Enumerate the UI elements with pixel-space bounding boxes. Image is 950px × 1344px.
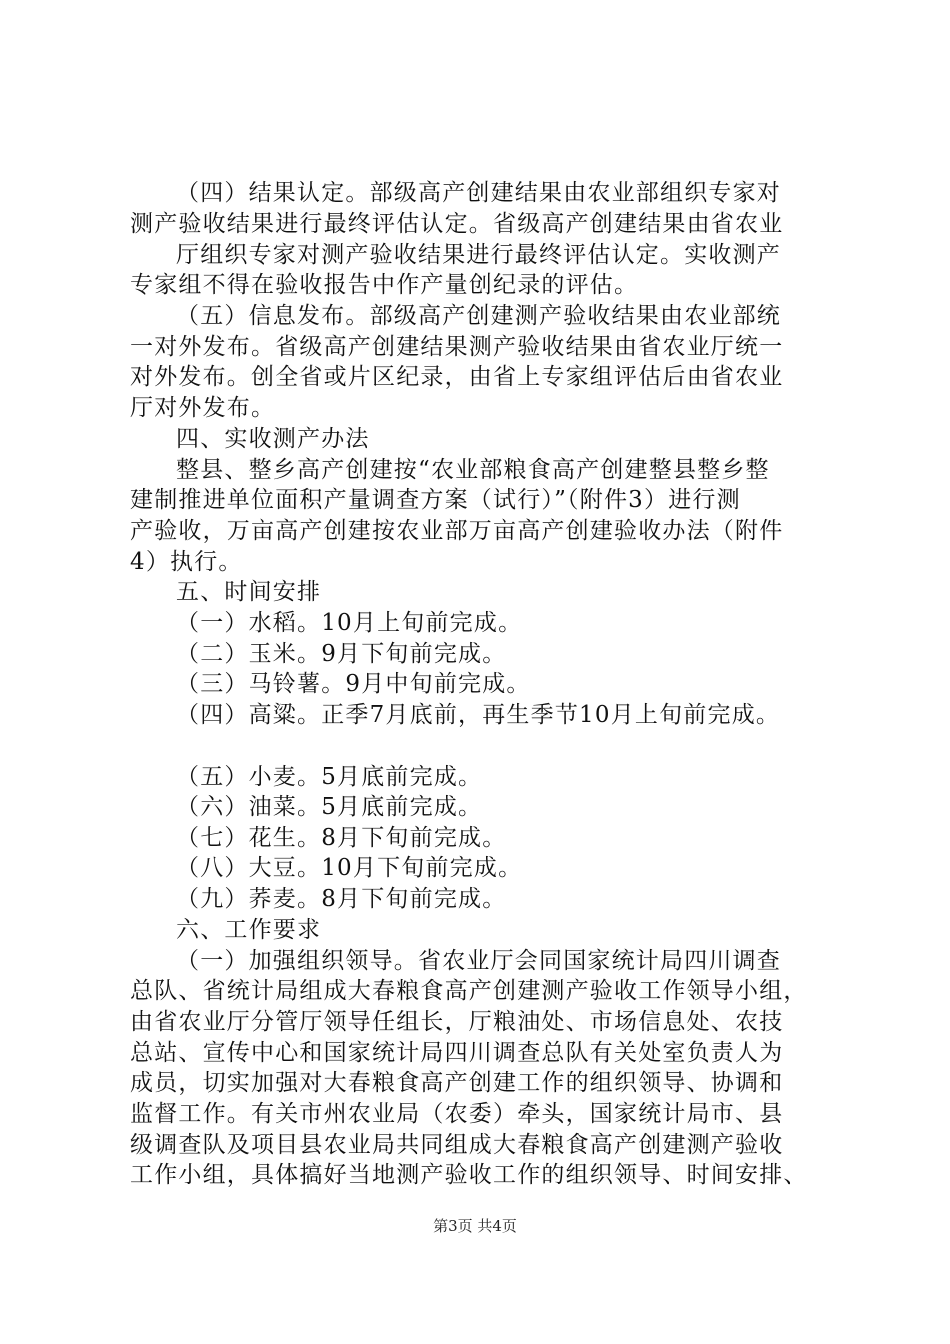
page-number: 第3页 共4页 [433, 1217, 517, 1235]
text-line: 由省农业厅分管厅领导任组长，厅粮油处、市场信息处、农技 [130, 1009, 784, 1035]
text-line: 整县、整乡高产创建按“农业部粮食高产创建整县整乡整 [176, 457, 770, 483]
text-line: 总队、省统计局组成大春粮食高产创建测产验收工作领导小组， [130, 978, 808, 1004]
list-item: （一）水稻。10月上旬前完成。 [176, 610, 523, 636]
text-line: 厅组织专家对测产验收结果进行最终评估认定。实收测产 [176, 242, 781, 268]
section-heading: 六、工作要求 [176, 917, 322, 943]
text-line: 总站、宣传中心和国家统计局四川调查总队有关处室负责人为 [130, 1040, 784, 1066]
text-line: 对外发布。创全省或片区纪录，由省上专家组评估后由省农业 [130, 364, 784, 390]
list-item: （四）高粱。正季7月底前，再生季节10月上旬前完成。 [176, 702, 781, 728]
text-line: 产验收，万亩高产创建按农业部万亩高产创建验收办法（附件 [130, 518, 784, 544]
text-line: 厅对外发布。 [130, 395, 276, 421]
text-line: 级调查队及项目县农业局共同组成大春粮食高产创建测产验收 [130, 1132, 784, 1158]
list-item: （九）荞麦。8月下旬前完成。 [176, 886, 507, 912]
text-line: 建制推进单位面积产量调查方案（试行）”（附件3）进行测 [130, 487, 741, 513]
section-heading: 四、实收测产办法 [176, 426, 370, 452]
text-line: 专家组不得在验收报告中作产量创纪录的评估。 [130, 272, 639, 298]
text-line: 4）执行。 [130, 549, 243, 575]
list-item: （七）花生。8月下旬前完成。 [176, 825, 507, 851]
list-item: （五）小麦。5月底前完成。 [176, 764, 483, 790]
list-item: （八）大豆。10月下旬前完成。 [176, 855, 523, 881]
list-item: （二）玉米。9月下旬前完成。 [176, 641, 507, 667]
text-line: 成员，切实加强对大春粮食高产创建工作的组织领导、协调和 [130, 1070, 784, 1096]
text-line: （一）加强组织领导。省农业厅会同国家统计局四川调查 [176, 948, 781, 974]
text-line: （五）信息发布。部级高产创建测产验收结果由农业部统 [176, 303, 781, 329]
text-line: 一对外发布。省级高产创建结果测产验收结果由省农业厅统一 [130, 334, 784, 360]
section-heading: 五、时间安排 [176, 579, 322, 605]
text-line: 监督工作。有关市州农业局（农委）牵头，国家统计局市、县 [130, 1101, 784, 1127]
text-line: （四）结果认定。部级高产创建结果由农业部组织专家对 [176, 180, 781, 206]
list-item: （六）油菜。5月底前完成。 [176, 794, 483, 820]
list-item: （三）马铃薯。9月中旬前完成。 [176, 671, 531, 697]
text-line: 工作小组，具体搞好当地测产验收工作的组织领导、时间安排、 [130, 1162, 808, 1188]
text-line: 测产验收结果进行最终评估认定。省级高产创建结果由省农业 [130, 211, 784, 237]
